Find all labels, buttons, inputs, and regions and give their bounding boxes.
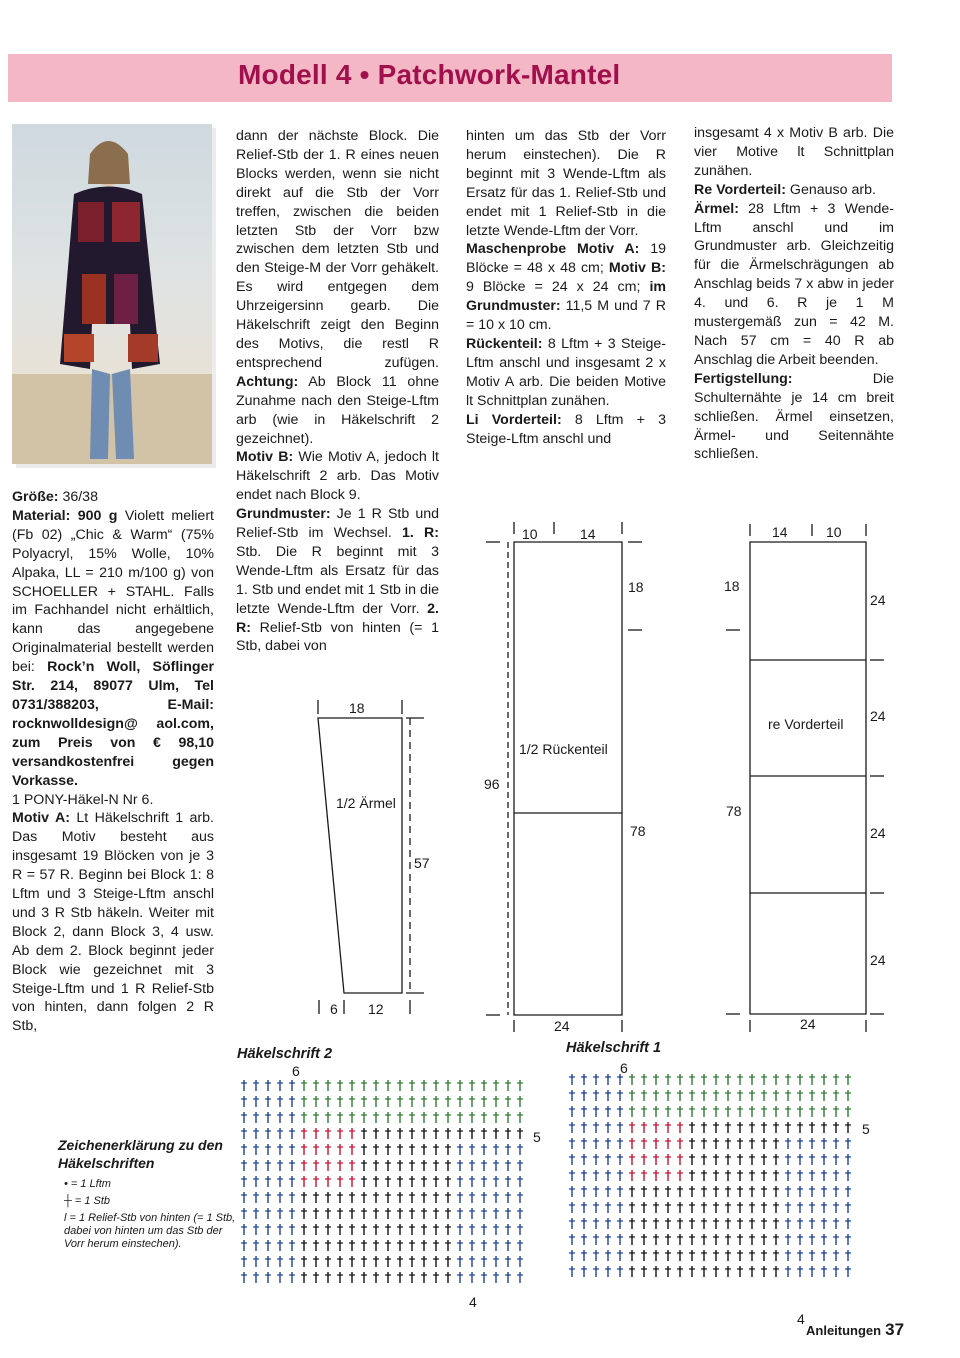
chart1-marker-bottom: 4: [797, 1311, 805, 1327]
chart1-marker-right: 5: [862, 1121, 870, 1137]
legend-item-dc: [64, 1195, 238, 1208]
back-top-right-dim: 14: [580, 526, 596, 542]
legend-item-relief-text: = 1 Relief-Stb von hinten (= 1 Stb, dabei von hinten um das Stb der Vorr herum einstechen).: [64, 1212, 236, 1250]
legend-item-dc-text: = 1 Stb: [74, 1195, 111, 1207]
front-label: re Vorderteil: [768, 716, 844, 732]
sleeve-bottom-right-dim: 12: [368, 1001, 384, 1017]
left-front-text: 8 Lftm + 3 Steige-Lftm anschl und: [466, 411, 666, 447]
grundmuster-label: Grundmuster:: [236, 506, 331, 523]
legend-item-chain: • = 1 Lftm: [64, 1178, 111, 1190]
sleeve-label: 1/2 Ärmel: [336, 795, 396, 811]
supplier-address: Rock’n Woll, Söflinger Str. 214, 89077 Ulm, Tel 0731/388203, E-Mail: rocknwolldesign@ aol.com, zum Preis von € 98,10 versandkostenfrei gegen Vorkasse.: [12, 659, 214, 789]
gauge-a-text: 19 Blöcke = 48 x 48 cm;: [466, 241, 666, 277]
row2-text: Relief-Stb von hinten (= 1 Stb, dabei von: [236, 619, 439, 655]
back-shoulder-dim: 18: [628, 579, 644, 595]
chart1-marker-top: 6: [620, 1060, 628, 1076]
right-front-label: Re Vorderteil:: [694, 181, 786, 198]
finishing-label: Fertigstellung:: [694, 370, 793, 387]
gauge-grund-label: im Grundmuster:: [466, 279, 666, 315]
motiv-b-text: Wie Motiv A, jedoch lt Häkelschrift 2 arb. Das Motiv endet nach Block 9.: [236, 449, 439, 504]
block-text: dann der nächste Block. Die Relief-Stb der 1. R eines neuen Blocks werden, wenn sie nicht direkt auf die Stb der Vorr treffen, zwischen die beiden letzten Stb der Vorr bzw zwischen dem letzten Stb und den Steige-M der Vorr gehäkelt. Es wird entgegen dem Uhrzeigersinn gearb. Die Häkelschrift zeigt den Beginn des Motivs, die restl R entsprechend zufügen.: [236, 128, 439, 371]
front-seg3-dim: 24: [870, 825, 886, 841]
chart-1-title: Häkelschrift 1: [566, 1040, 662, 1056]
motiv-a-label: Motiv A:: [12, 810, 70, 827]
front-side-dim: 78: [726, 803, 742, 819]
front-seg4-dim: 24: [870, 952, 886, 968]
front-seg2-dim: 24: [870, 708, 886, 724]
needle-text: 1 PONY-Häkel-N Nr 6.: [12, 791, 154, 808]
chart2-marker-bottom: 4: [469, 1294, 477, 1310]
dc-symbol-icon: ┼: [64, 1195, 75, 1207]
gauge-grund-text: 11,5 M und 7 R = 10 x 10 cm.: [466, 298, 666, 334]
crochet-chart-1: [569, 1074, 851, 1277]
chart2-marker-right: 5: [533, 1129, 541, 1145]
page-footer: [806, 1320, 904, 1340]
front-top-right-dim: 10: [826, 524, 842, 540]
front-outline: [750, 542, 866, 1014]
back-label: Rückenteil:: [466, 335, 543, 352]
gauge-b-text: 9 Blöcke = 24 x 24 cm;: [466, 279, 650, 296]
sleeve-top-dim: 18: [349, 700, 365, 716]
sleeve-text: 28 Lftm + 3 Wende-Lftm anschl und im Grundmuster arb. Gleichzeitig für die Ärmelschrägungen ab Anschlag beids 7 x abw in jeder 4. und 6. R je 1 M mustergemäß zun = 42 M. Nach 57 cm = 40 R ab Anschlag die Arbeit beenden.: [694, 200, 894, 368]
sleeve-outline: [318, 718, 402, 993]
back-text: 8 Lftm + 3 Steige-Lftm anschl und insgesamt 2 x Motiv A arb. Die beiden Motive lt Schnittplan zunähen.: [466, 335, 666, 409]
sleeve-label: Ärmel:: [694, 200, 739, 217]
chart-legend: [58, 1136, 238, 1251]
back-top-left-dim: 10: [522, 526, 538, 542]
row1-text: Stb. Die R beginnt mit 3 Wende-Lftm als Ersatz für das 1. Stb und endet mit 1 Stb in die letzte Wende-Lftm der Vorr.: [236, 543, 439, 617]
gauge-b-label: Motiv B:: [608, 260, 666, 277]
material-text: Violett meliert (Fb 02) „Chic & Warm“ (75% Polyacryl, 15% Wolle, 10% Alpaka, LL = 210 m/100 g) von SCHOELLER + STAHL. Falls im Fachhandel nicht erhältlich, kann das angegebene Originalmaterial bestellt werden bei:: [12, 507, 214, 676]
back-outline: [514, 542, 622, 1015]
chart-2-title: Häkelschrift 2: [237, 1046, 333, 1062]
material-label: Material:: [12, 507, 71, 524]
finishing-text: Die Schulternähte je 14 cm breit schließen. Ärmel einsetzen, Ärmel- und Seitennähte schließen.: [694, 370, 894, 463]
size-value: 36/38: [58, 489, 98, 505]
front-bottom-dim: 24: [800, 1016, 816, 1032]
row1-label: 1. R:: [401, 525, 439, 542]
motiv-a-text: Lt Häkelschrift 1 arb. Das Motiv besteht aus insgesamt 19 Blöcken von je 3 R = 57 R. Beginn bei Block 1: 8 Lftm und 3 Steige-Lftm anschl und 3 R Stb häkeln. Weiter mit Block 2, dann Block 3, 4 usw. Ab dem 2. Block beginnt jeder Block wie gezeichnet mit 3 Steige-Lftm und 1 R Relief-Stb von hinten, dann folgen 2 R Stb,: [12, 810, 214, 1035]
grundmuster-text: Je 1 R Stb und Relief-Stb im Wechsel.: [236, 506, 439, 542]
left-front-label: Li Vorderteil:: [466, 411, 562, 428]
sleeve-bottom-left-dim: 6: [330, 1001, 338, 1017]
achtung-text: Ab Block 11 ohne Zunahme nach den Steige-Lftm arb (wie in Häkelschrift 2 gezeichnet).: [236, 373, 439, 447]
legend-title: Zeichenerklärung zu den Häkelschriften: [58, 1137, 223, 1171]
row2-label: 2. R:: [236, 600, 439, 636]
legend-item-relief: [64, 1212, 240, 1251]
front-shoulder-dim: 18: [724, 578, 740, 594]
back-bottom-dim: 24: [554, 1018, 570, 1034]
front-seg1-dim: 24: [870, 592, 886, 608]
right-front-text: Genauso arb.: [785, 181, 876, 198]
achtung-label: Achtung:: [236, 373, 299, 390]
sleeve-height-dim: 57: [414, 855, 430, 871]
back-total-dim: 96: [484, 776, 500, 792]
material-amount: 900 g: [70, 507, 118, 524]
page-title: Modell 4 • Patchwork-Mantel: [238, 59, 621, 90]
back-side-dim: 78: [630, 823, 646, 839]
size-label: Größe:: [12, 489, 59, 505]
front-top-left-dim: 14: [772, 524, 788, 540]
relief-dc-symbol-icon: ɫ: [64, 1212, 70, 1224]
motiv-b-label: Motiv B:: [236, 449, 294, 466]
reliefstb-text: hinten um das Stb der Vorr herum einstechen). Die R beginnt mit 3 Wende-Lftm als Ersatz für das 1. Relief-Stb und endet mit 1 Relief-Stb in die letzte Wende-Lftm der Vorr.: [466, 128, 666, 239]
motives-text: insgesamt 4 x Motiv B arb. Die vier Motive lt Schnittplan zunähen.: [694, 125, 894, 179]
crochet-chart-2: [241, 1080, 523, 1283]
gauge-a-label: Maschenprobe Motiv A:: [466, 241, 640, 258]
back-label: 1/2 Rückenteil: [519, 741, 608, 757]
chart2-marker-top: 6: [292, 1063, 300, 1079]
footer-label: Anleitungen: [806, 1323, 882, 1338]
page-number: 37: [885, 1320, 905, 1339]
